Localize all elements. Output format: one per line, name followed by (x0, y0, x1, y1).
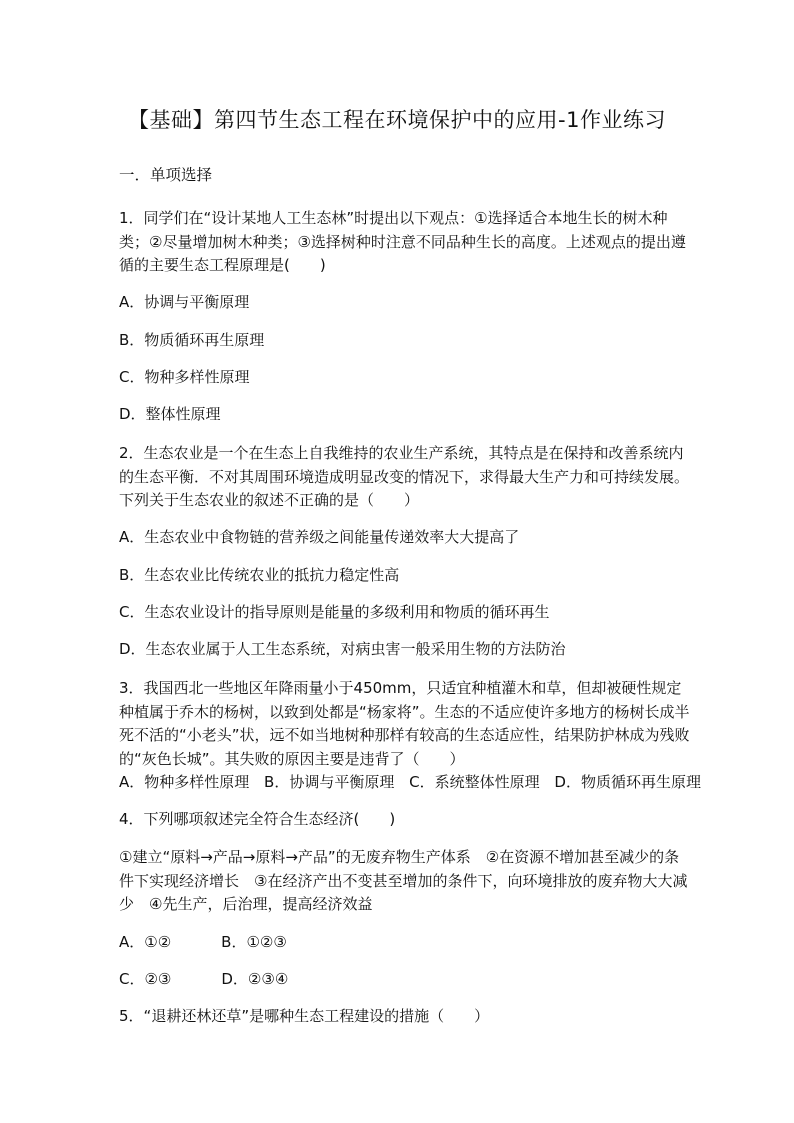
question-4-stem: 4．下列哪项叙述完全符合生态经济( ) (119, 810, 396, 828)
question-3-option-d: D．物质循环再生原理 (554, 773, 701, 791)
question-1-option-c: C．物种多样性原理 (119, 368, 250, 386)
question-2-option-c: C．生态农业设计的指导原则是能量的多级利用和物质的循环再生 (119, 603, 550, 621)
question-4-option-b: B．①②③ (221, 933, 287, 951)
question-2-option-d: D．生态农业属于人工生态系统，对病虫害一般采用生物的方法防治 (119, 640, 566, 658)
question-2-option-b: B．生态农业比传统农业的抵抗力稳定性高 (119, 566, 400, 584)
question-4-option-a: A．①② (119, 933, 172, 951)
question-2-option-a: A．生态农业中食物链的营养级之间能量传递效率大大提高了 (119, 528, 520, 546)
page-title: 【基础】第四节生态工程在环境保护中的应用-1作业练习 (128, 108, 666, 132)
question-5-stem: 5．“退耕还林还草”是哪种生态工程建设的措施（ ） (119, 1007, 490, 1025)
question-4-options-row-1 (119, 932, 297, 952)
question-3-option-a: A．物种多样性原理 (119, 773, 250, 791)
question-1-option-a: A．协调与平衡原理 (119, 293, 250, 311)
question-2-stem: 2．生态农业是一个在生态上自我维持的农业生产系统，其特点是在保持和改善系统内的生态平衡．不对其周围环境造成明显改变的情况下，求得最大生产力和可持续发展。下列关于生态农业的叙述不正确的是（ ） (119, 444, 690, 509)
question-3-option-b: B．协调与平衡原理 (264, 773, 395, 791)
question-4-options-row-2 (119, 969, 298, 989)
question-1-stem: 1．同学们在“设计某地人工生态林”时提出以下观点：①选择适合本地生长的树木种类；②尽量增加树木种类；③选择树种时注意不同品种生长的高度。上述观点的提出遵循的主要生态工程原理是( ) (119, 209, 686, 274)
question-3-stem: 3．我国西北一些地区年降雨量小于450mm，只适宜种植灌木和草，但却被硬性规定种植属于乔木的杨树，以致到处都是“杨家将”。生态的不适应使许多地方的杨树长成半死不活的“小老头”状，远不如当地树种那样有较高的生态适应性，结果防护林成为残败的“灰色长城”。其失败的原因主要是违背了（ ） (119, 679, 690, 768)
question-3-options (119, 772, 711, 792)
section-heading: 一．单项选择 (119, 166, 213, 184)
question-1-option-d: D．整体性原理 (119, 405, 221, 423)
question-3-option-c: C．系统整体性原理 (409, 773, 540, 791)
question-1-option-b: B．物质循环再生原理 (119, 331, 265, 349)
question-4-statements: ①建立“原料→产品→原料→产品”的无废弃物生产体系 ②在资源不增加甚至减少的条件下实现经济增长 ③在经济产出不变甚至增加的条件下，向环境排放的废弃物大大减少 ④先生产，后治理，提高经济效益 (119, 848, 688, 913)
question-4-option-c: C．②③ (119, 970, 172, 988)
question-4-option-d: D．②③④ (221, 970, 289, 988)
